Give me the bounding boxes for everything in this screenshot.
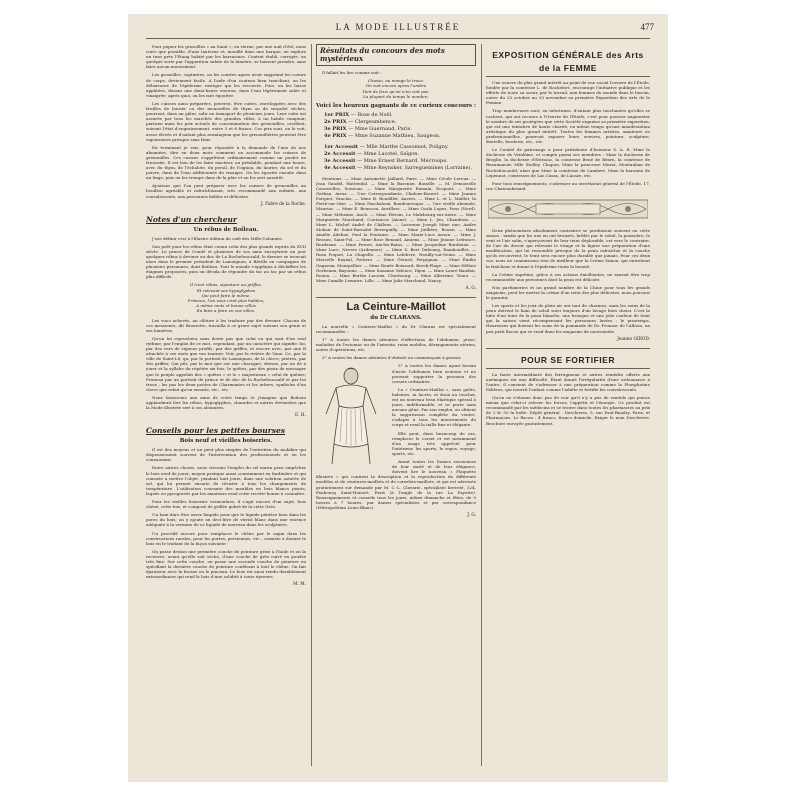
paragraph: La « Ceinture-Maillot », sans goûts, baleines, ni lacets, et doux au toucher, est un nouveau tissu élastique spécial à jours, indéformable, et se porte sans aucune gêne. Par son emploi, on obtient la suppression complète du ventre, s'adapte à tous les mouvements du corps et rend la taille fine et élégante. <box>392 386 476 428</box>
paragraph: Pour les vieilles boiseries vermoulues, il s'agit encore d'un sujet, bois chéné, cette fois, et composé de grillée gobré de la cette Grés. <box>146 499 306 510</box>
exposition-heading-line2: de la FEMME <box>539 63 597 73</box>
signature: J. G. <box>467 512 476 518</box>
ceinture-subheading: du Dr CLARANS. <box>370 314 422 321</box>
paragraph: Nous laisserons aux amis de votre temps et j'imagine que Boileau applaudirait fort les rébus, hypoglyphes, charades et autres devinettes que la Mode illustrée sert à ses abonnées. <box>146 394 306 411</box>
section-subtitle: Bois neuf et vieilles boiseries. <box>179 438 273 445</box>
paragraph: 1° A toutes les dames atteintes d'affections de l'abdomen, ptose, maladies de l'estomac ou de l'intestin, reins mobiles, dérangements utérins, suites d'opérations, etc. <box>316 337 476 353</box>
paragraph: Une oeuvre du plus grand intérêt au point de vue social l'oeuvre de l'Étoile, fondée par la comtesse L. de Rochefort, encourage l'initiative publique et les efforts de toute sa soeur, par le travail, aux femmes du monde dans le besoin, ouvre du 25 octobre au 20 novembre sa première Exposition des Arts de la Femme. <box>486 80 650 106</box>
paragraph: Qu'on ne s'étonne donc pas de voir qu'il n'y a pas de remède qui puisse mieux que celui-ci relever les forces, l'appétit et l'énergie. Ce produit est recommandé par les médecins et se trouve dans toutes les pharmacies au prix de 2 fr. 50 la boîte. Dépôt général : Desclerres, 9, rue Paul-Baudry, Paris, et Pharmacies. Le flacon : 4 francs, franco domicile. Exiger le nom Desclerres. Brochure envoyée gratuitement. <box>486 395 650 426</box>
column-rule-left <box>311 44 312 766</box>
signature: A. G. <box>465 285 476 291</box>
accessit-item: 1er Accessit — Mlle Marthe Cassonnet, Poligny. <box>324 143 449 150</box>
paragraph: Entre autres choses, nous citerons l'emploi du sel marin pour empêcher le bois neuf de jouer; moyen pratique aussi couramment en fardinière et qui consiste à mettre l'objet, pendant huit jours, dans une solution saturée de sel, qui lui permet ensuite de résister à tous les changements de température. L'utilisation courante des meubles en bois blancs peints, laqués ou pyrogravés par les amateurs rend cette recette bonne à connaître. <box>146 465 306 496</box>
section-heading-notes: Notes d'un chercheur <box>146 214 237 224</box>
page-number: 477 <box>640 22 654 32</box>
paragraph: Les cuisses ainsi préparées, peuvent, être cuites, enveloppées avec des feuilles de laurier ou des mousselles de thym ou de serpolet séchés, pourront, dans un gâter, salir un transport de plusieurs jours. Leur cuite est assurée par tous les marchés des grandes villes, à un habile comptoir, parisien mais les prix actuels de consommation des grenouilles, oscillent, suivant l'état d'engraissement, entre 3 et 6 francs. Ces prix sont, on le voit, assez élevés et d'autant plus avantageux que les grenouillettes peuvent être vigoureuses presque sans frais. <box>146 100 306 142</box>
poem: Chasse, au mange la trace. On voit encore apres l'ombre Tant de fous qu'on n'en voit pas. La plupart du temps le nombre. <box>362 78 430 99</box>
paragraph: Son poêt pour les rébus était connu celui des plus grands esprits du XVII siècle. Le prince de Condé et plusieurs de ses amis envoyèrent un jour quelques rébus à deviner au duc de La Rochefoucauld, le dernier se trouvait alors dans le premier président de Lamoignon, à Bâville en compagnie de plusieurs personnes, dont Boileau. Tout le monde s'appliqua à déchiffrer les énigmes proposées, puis on décida de répondre du tac au tac par un rébus plus difficile. <box>146 243 306 280</box>
paragraph: Qu'on lui reprochera sans doute pas que celui ou qui sont d'un seul rythme; par l'emploi de ce mot, cependant, par un caractère qui signifie: lui, par des vers de vigueur profils; par des griffes, et encore avec, par une B attachée à ces mots que vas tourner. Voir, par la rivière de Vaux. Ce, par la ville de Saint-Lô; qu, par le portrait de Lamoignon, de la clercs; prières, par des griffes; Qui pût, par le mot que sur une charogne; déesse, par un dé à jouer et la syllabe du répétée six fois; le quêtes, par des pieux de messager que le peuple appelait des « quêtes » et le « majestueux » celui de quênes; Pruneau par un portrait de prince et de duc de la Rochefoucauld et par les trous ; les pas les deux poètes de Charmantes et les arbres, symboles d'un chose que rebut qu'on ensuite, etc., etc. <box>146 335 306 392</box>
paragraph: Trop nombreuses sont, en infortunes, d'autant plus touchantes qu'elles se cachent, qui ont recours à l'Oeuvre de l'Étoile; c'est pour pouvoir augmenter le nombre de ses protégées que cette Société organise sa première exposition, qui est une tentative de haute charité, en même temps qu'une manifestation artistique du plus grand intérêt. Toutes les femmes artistes, amateurs ou professionnelles, pourront exposer leurs oeuvres, peinture, sculpture, dentelle, broderie, etc., etc. <box>486 108 650 145</box>
paragraph: Il fallait les lire comme suit : <box>322 70 382 75</box>
section-divider <box>486 368 650 369</box>
paragraph: 3° A toutes les dames ayant besoin d'avoir l'abdomen bien soutenu et ne pouvant supporter la pression des corsets ordinaires. <box>392 363 476 384</box>
paragraph: 2° A toutes les dames atteintes d'obésité ou commençant à grossir. <box>322 355 462 361</box>
paragraph: Ajoutons que l'on peut préparer avec les cuisses de grenouilles un bouillon agréable et rafraîchissant, très recommandé aux enfants, aux convalescents, aux personnes faibles et délicates. <box>146 183 306 199</box>
paragraph: J'ose définir ceci à l'illustre édition du café des Mille-Colonnes. <box>152 235 283 241</box>
results-heading-box <box>316 44 476 66</box>
signature: Jeanne GIROD. <box>617 336 650 342</box>
section-divider <box>316 297 476 298</box>
paragraph: On passe dessus une première couche de peinture grise à l'huile et on la recouvre, avant qu'elle soit sèche, d'une couche de grès cuivé en poudre très fine. Sur cette couche, on passe une seconde couche de peinture en spécifiant la dernière couche de peinture conférant à tout le chêne. On fait épaisseur avec la brosse ou le pinceau. Le bois est ainsi rendu durablement extraordinaire qui rend le bois d'une solidité à toute épreuve. <box>146 548 306 580</box>
paragraph: La Crème suprême, grâce à ses actions émollientes, ne saurait être trop recommandée aux personnes dont la peau est délicate. <box>486 271 650 282</box>
prize-item: 4e PRIX — Mme Suzanne Mathieu, Saugeon. <box>324 132 441 139</box>
accessit-item: 2e Accessit — Mme Lacotel, Saïgon. <box>324 150 420 157</box>
running-header <box>128 22 668 38</box>
accessit-list <box>324 144 476 172</box>
paragraph: Deux phénomènes absolument contraires se produisent souvent en cette saison : tandis que les uns en ont bronzés, brûlés par le soleil, la poussière, le vent et l'air salin, s'aperçoivent de leur teint déplorable, est vers le contraire, de l'air du devoir qui relevant le visage et la figure une préparation d'une modification, qui lui ressemble presque de la peau rafraîchie et la couche qu'ils recouvrent, le teint sera encore plus durable que jamais. Pour ces deux cas, nous ne connaissons rien de meilleur que la Crème Simon, qui entretient la fraîcheur et donne à l'épiderme toute la beauté. <box>486 227 650 269</box>
signature: M. M. <box>293 582 306 588</box>
paragraph: Les groseilles, capturées, ou les courtes agues avoir supprimé les coeurs de corps, deviennent facile. A l'aide d'un couteau bien tranchant, on les débarrasse de l'épiderme rustique qui les recouvre. Puis, on les laisse appâtées, durant une demi-heure environ, dans l'eau légèrement salée et vinaigrée; après quoi, on les met égoutter. <box>146 72 306 98</box>
fortifier-heading: POUR SE FORTIFIER <box>521 354 615 365</box>
header-rule <box>146 38 650 39</box>
paragraph: Nos parfumeries et un grand nombre de la Chine pour tous les grands magasins, peut les mettre la crème d'un teint des plus délicates, nous pouvons le garantir. <box>486 284 650 300</box>
column-right <box>486 44 650 766</box>
signature: E. H. <box>295 413 306 419</box>
column-left <box>146 44 306 766</box>
column-middle <box>316 44 476 766</box>
accessit-item: 3e Accessit — Mme Ernest Bernard, Mécroupe. <box>324 157 448 164</box>
signature: J. Fabre de la Roche. <box>261 201 306 207</box>
winners-title: Voici les heureux gagnants de ce curieux concours : <box>316 102 476 109</box>
paragraph: Elle peut, dans beaucoup de cas, remplacer le corset et est notamment d'un usage très apprécié pour l'intérieur, les sports, le repos, voyage, sports, etc. <box>392 430 476 456</box>
poem: Il n'est rébus, signature ou griffes, Et relevant ses hypoglyphes Qui peut faire le même. Primeux, l'on vous croit plus habiles; A même mots et bonne villes En bien a faire en vos villes. <box>187 282 265 314</box>
section-heading-conseils: Conseils pour les petites bourses <box>146 426 285 436</box>
section-subtitle: Un rébus de Boileau. <box>193 226 259 233</box>
paragraph: La faute intermédiaire des ferrugineux et autres remèdes offerts aux anémiques est une difficulté. Étant donné l'irrégularité d'une ordonnance à l'autre, il convient de s'adresser à une préparation comme la Phosphatine Falières, qui nourrit l'enfant comme l'adulte et fortifie les convalescents. <box>486 371 650 392</box>
paragraph: Avant toutes les Dames soucieuses de leur santé et de leur élégance, doivent lire le nouveau « Plaquette illustrée » qui contient la description et la reproduction de différents modèles et de ceintures-maillots et de corselets-maillots, et qui est adressée gratuitement sur demande par M. C.-L. Clavarie, spécialiste breveté, 324, Faubourg Saint-Honoré, Paris (à l'angle de la rue La Fayette). Renseignements et conseils tous les jours, même dimanche et fêtes, de 9 heures à 7 heures, par dames spécialistes et par correspondance (Métropolitain Louis-Blanc). <box>316 459 476 510</box>
paragraph: Pour tous renseignements, s'adresser au secrétariat général de l'Étoile, 17, rue Chateaubriand. <box>486 180 650 191</box>
prize-item: 3e PRIX — Mme Guernaud, Paris. <box>324 125 412 132</box>
prize-item: 1er PRIX — Rose de Noël. <box>324 111 393 118</box>
column-rule-right <box>481 44 482 766</box>
ceinture-heading: La Ceinture-Maillot <box>346 300 446 313</box>
results-title: Résultats du concours des mots mystérieux <box>320 46 445 63</box>
section-divider <box>486 76 650 77</box>
paragraph: Les voici achevés, au clôture à les traduire par des deviner. Chacun de ces messieurs, dit Brossette, travailla à ce grave sujet suivant son génie et ses lumières. <box>146 317 306 333</box>
running-title: LA MODE ILLUSTRÉE <box>335 22 461 32</box>
paragraph: Pour piquer les groseilles « au Saint », en vierne, par une nuit d'été, nous cuire que possible, d'une lanterne et, mouillé dans une barque, en explore un tuns près l'Étang habité par les barracines. Contrat établi, corrigée, en quelque sorte par l'apparition subite de la lumière, se laissent prendre, sans faire aucun mouvement. <box>146 44 306 70</box>
prize-list <box>324 112 476 140</box>
section-divider <box>486 348 650 349</box>
magazine-page <box>128 14 668 782</box>
paragraph: Il est des moyens et un peut plus simples de l'entretien du mobilier qui dispenseraient souvent de l'intervention des professionnels et en les connaissant. <box>146 447 306 463</box>
paragraph: En terminant je vais, pour répondre à la demande de l'une de nos abonnées, dire en deux mots comment on accommode les cuisses de grenouilles. Ces cuisses s'apprêtent ordinairement comme un poulet en fricassée. Il est bon de les faire macérer, au préalable, pendant une heure, avec du thym, de l'échalote, du persil, de l'oignon, du laurier, du sel et du poivre, dans de l'eau additionnée de vinaigre. On les égoutte ensuite dans un linge, puis on les trempe dans de la pâte et on les sert aussitôt. <box>146 144 306 181</box>
corset-illustration <box>316 366 386 466</box>
paragraph: Un bain dure être assez limpide pour que le liquide pénètre bien dans les pores du bois; on y ajoute un deci-litre de vitriol blanc dans une essence adéquate à la vermine de ce liquide de nouveau dans les sculptures. <box>146 512 306 528</box>
paragraph: Les sports et les jeux de plein air ont tant de charmes, mais les soins de la peau doivent le bain de soleil suivi toujours d'un lavage bien choisi. C'est la hâte d'un teint de la peau blanche, une brusque et une jolie couleur de teint qui la saison vient récompensant les personnes lavées ; le printemps. Heureuses qui doivent les soins de la pommade de Dr. Fronsac de l'Albion, un peu petit flacon qui se vend dans les magasins de nouveautés. <box>486 303 650 334</box>
exposition-heading: EXPOSITION GÉNÉRALE des Arts <box>492 50 644 60</box>
chronique-decorative-banner <box>488 198 648 220</box>
accessit-item: 4e Accessit — Mme Reynsker, Sarreguemines (Lorraine). <box>324 164 473 171</box>
mentions-list: Mentions. — Mme Antoinette Jaillard, Paris. — Mme Cécile Leroux. — Jean Gaudel, Hattendal. — Mme la Baronne, Bassille. — M. Demoiselle Casserolles, Soissons. — Mme Marguerite Romain, Ecopont. — Mme Gréhan, Arras. — Une Correspondante, Chalons-Bouvet. — Mme Jeanne Porquet, Vauclus. — Mme B. Boudillet, Anvers. — Mme L. et L. Maillet, la Ferté-sur-Oise. — Mme Paschaloux, Boudouresque. — Une vieille abonnée, Mauriac. — Mme E. Beaucon, Anvillers. — Mme Ocala Lopes, Pons (Nord). — Mme Mélusine, Auch. — Mme Héroin, Le Malzbourg-sur-Autre. — Mme Marguerite Marchand, Coutances (Aisne). — Mme L. Jeu, Chandrais. — Mme L. Michel André de Châlons. — Lucienne Joseph Mme une, Andre Mohair de Saint-Barnabé Berreguilly. — Mme Juillière, Rouen. — Mme Amélie Adeline, Peul la Fontaine. — Mme Marie-Luce Anson. — Mme J. Ressou, Saint-Pol. — Mme Rose Renaud, Amiens. — Mme Jeanne Lefrance, Bordeaux. — Mme Pernet, Aix-les-Bains. — Mme Jacqueline Bordeaux. — Mme Luce, Nevers (Ardennes). — Mme S. Bert Dubourg, Rambouillet. — Rosa Poquet, La Chapelle. — Mme Lefebvre, Neuilly-sur-Seine. — Mme Marcelle Raynal, Poitiers. — Mme Gérard, Perpignan. — Mme Émilie Gagneux, Montpellier. — Mme Renée Boissard, Berck-Plage. — Mme Hélène Gerbeaux, Bayonne. — Mme Suzanne Valence, Dijon. — Mme Laure Baudon, Rouen. — Mme Berthe Lacroix, Cherbourg. — Mme Albertine, Tours. — Mme Camille Lemaire, Lille. — Mme Julie Marchand, Nancy. <box>316 175 476 283</box>
paragraph: Le Comité de patronage a pour présidente d'honneur S. A. R. Mme la duchesse de Vendôme, et compte parmi ses membres : Mme la duchesse de Broglie, la duchesse d'Estissac, la comtesse Bené de Béarn, la comtesse de Beaumanoir, Mlle Stolley, Chapon, Mme la princesse Murat, Montauban de Rochefoucauld; ainsi que Mme la comtesse de Lambert, Mme la baronne de Lepennot, comtesses de Las Casas, de Lacaze, etc. <box>486 147 650 178</box>
paragraph: Un procédé encore pour remplacer le chêne par le sapin dans les constructions rurales, pour les portes, persiennes, etc., consiste à donner le bois en le traitant de la façon suivante : <box>146 530 306 546</box>
prize-item: 2e PRIX — Clergeambence. <box>324 118 397 125</box>
paragraph: La nouvelle « Ceinture-Maillot » du Dr Clarans est spécialement recommandée : <box>316 323 476 334</box>
